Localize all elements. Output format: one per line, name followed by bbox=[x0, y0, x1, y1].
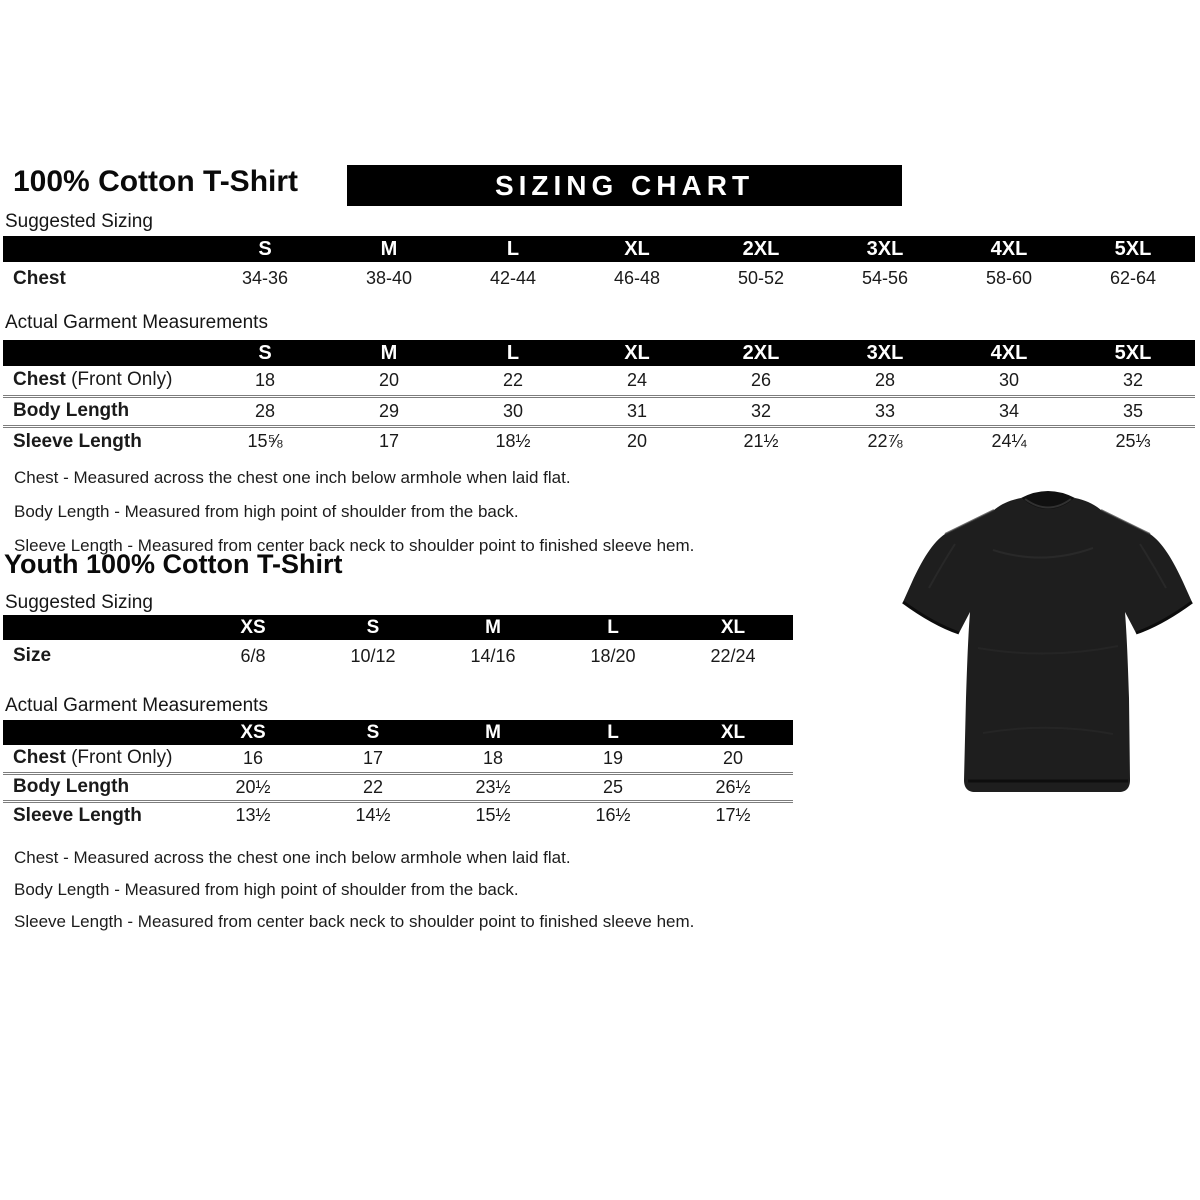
table-header-row bbox=[3, 340, 1195, 366]
value-cell: 16½ bbox=[553, 801, 673, 829]
youth-measurement-notes bbox=[14, 842, 694, 938]
page-title: 100% Cotton T-Shirt bbox=[13, 165, 299, 198]
note-body-length: Body Length - Measured from high point of shoulder from the back. bbox=[14, 880, 519, 899]
value-cell: 25 bbox=[553, 773, 673, 801]
size-header-cell: 5XL bbox=[1071, 236, 1195, 262]
size-header-cell: 3XL bbox=[823, 340, 947, 366]
table-row-sleeve-length bbox=[3, 801, 793, 829]
size-header-cell: 4XL bbox=[947, 340, 1071, 366]
value-cell: 15⅝ bbox=[203, 426, 327, 456]
size-header-cell: XL bbox=[673, 615, 793, 640]
empty-header-cell bbox=[3, 615, 193, 640]
row-label-note: (Front Only) bbox=[65, 747, 173, 769]
size-header-cell: XL bbox=[575, 340, 699, 366]
adult-actual-measurements-table bbox=[3, 340, 1195, 456]
row-label-chest bbox=[3, 745, 193, 773]
value-cell: 21½ bbox=[699, 426, 823, 456]
value-cell: 24 bbox=[626, 369, 648, 390]
size-header-cell: S bbox=[313, 720, 433, 745]
row-label-size: Size bbox=[13, 645, 52, 666]
size-header-cell: M bbox=[433, 615, 553, 640]
value-cell: 16 bbox=[242, 747, 264, 768]
value-cell: 62-64 bbox=[1109, 268, 1157, 288]
value-cell: 15½ bbox=[433, 801, 553, 829]
table-header-row bbox=[3, 236, 1195, 262]
table-row-body-length bbox=[3, 773, 793, 801]
value-cell: 30 bbox=[451, 396, 575, 426]
table-row-body-length bbox=[3, 396, 1195, 426]
youth-actual-measurements-table bbox=[3, 720, 793, 829]
value-cell: 20 bbox=[722, 747, 744, 768]
size-header-cell: S bbox=[313, 615, 433, 640]
value-cell: 10/12 bbox=[350, 645, 396, 666]
value-cell: 46-48 bbox=[613, 268, 661, 288]
value-cell: 38-40 bbox=[365, 268, 413, 288]
size-header-cell: 5XL bbox=[1071, 340, 1195, 366]
value-cell: 32 bbox=[1122, 369, 1144, 390]
row-label-body-length: Body Length bbox=[3, 773, 193, 801]
value-cell: 31 bbox=[575, 396, 699, 426]
size-header-cell: 3XL bbox=[823, 236, 947, 262]
value-cell: 14½ bbox=[313, 801, 433, 829]
adult-suggested-sizing-label: Suggested Sizing bbox=[5, 211, 153, 232]
table-row-chest bbox=[3, 366, 1195, 396]
value-cell: 22⅞ bbox=[823, 426, 947, 456]
value-cell: 22 bbox=[502, 369, 524, 390]
size-header-cell: M bbox=[327, 340, 451, 366]
value-cell: 23½ bbox=[433, 773, 553, 801]
value-cell: 18 bbox=[482, 747, 504, 768]
value-cell: 26½ bbox=[673, 773, 793, 801]
value-cell: 29 bbox=[327, 396, 451, 426]
value-cell: 33 bbox=[823, 396, 947, 426]
value-cell: 28 bbox=[203, 396, 327, 426]
size-header-cell: 2XL bbox=[699, 340, 823, 366]
value-cell: 25⅓ bbox=[1071, 426, 1195, 456]
value-cell: 22/24 bbox=[710, 645, 756, 666]
value-cell: 17 bbox=[327, 426, 451, 456]
size-header-cell: XS bbox=[193, 615, 313, 640]
note-sleeve-length: Sleeve Length - Measured from center back neck to shoulder point to finished sleeve hem. bbox=[14, 912, 695, 931]
value-cell: 20 bbox=[575, 426, 699, 456]
adult-actual-measurements-label: Actual Garment Measurements bbox=[5, 312, 268, 333]
size-header-cell: L bbox=[451, 340, 575, 366]
value-cell: 42-44 bbox=[489, 268, 537, 288]
black-tshirt-image bbox=[878, 478, 1198, 818]
sizing-chart-banner bbox=[347, 165, 902, 206]
value-cell: 14/16 bbox=[470, 645, 516, 666]
youth-section-title: Youth 100% Cotton T-Shirt bbox=[4, 549, 343, 579]
value-cell: 50-52 bbox=[737, 268, 785, 288]
empty-header-cell bbox=[3, 340, 203, 366]
value-cell: 18 bbox=[254, 369, 276, 390]
value-cell: 28 bbox=[874, 369, 896, 390]
value-cell: 32 bbox=[699, 396, 823, 426]
size-header-cell: L bbox=[451, 236, 575, 262]
sizing-chart-banner-label: SIZING CHART bbox=[494, 169, 755, 201]
table-header-row bbox=[3, 720, 793, 745]
size-header-cell: M bbox=[327, 236, 451, 262]
value-cell: 34 bbox=[947, 396, 1071, 426]
size-header-cell: S bbox=[203, 340, 327, 366]
row-label-note: (Front Only) bbox=[65, 369, 173, 391]
value-cell: 13½ bbox=[193, 801, 313, 829]
value-cell: 30 bbox=[998, 369, 1020, 390]
youth-suggested-sizing-label: Suggested Sizing bbox=[5, 592, 153, 613]
value-cell: 19 bbox=[602, 747, 624, 768]
row-label-text: Chest bbox=[13, 747, 66, 769]
value-cell: 17½ bbox=[673, 801, 793, 829]
value-cell: 20½ bbox=[193, 773, 313, 801]
adult-measurement-notes bbox=[14, 461, 694, 563]
note-chest: Chest - Measured across the chest one inch below armhole when laid flat. bbox=[14, 468, 571, 487]
size-header-cell: 2XL bbox=[699, 236, 823, 262]
value-cell: 34-36 bbox=[241, 268, 289, 288]
row-label-chest: Chest bbox=[13, 267, 66, 289]
youth-actual-measurements-label: Actual Garment Measurements bbox=[5, 695, 268, 716]
value-cell: 26 bbox=[750, 369, 772, 390]
row-label-sleeve-length: Sleeve Length bbox=[3, 801, 193, 829]
row-label-sleeve-length: Sleeve Length bbox=[3, 426, 203, 456]
size-header-cell: XS bbox=[193, 720, 313, 745]
table-row bbox=[3, 262, 1195, 295]
value-cell: 18/20 bbox=[590, 645, 636, 666]
table-row-chest bbox=[3, 745, 793, 773]
value-cell: 18½ bbox=[451, 426, 575, 456]
value-cell: 58-60 bbox=[985, 268, 1033, 288]
size-header-cell: M bbox=[433, 720, 553, 745]
row-label-chest bbox=[3, 366, 203, 396]
size-header-cell: 4XL bbox=[947, 236, 1071, 262]
table-header-row bbox=[3, 615, 793, 640]
tshirt-photo bbox=[878, 478, 1198, 818]
note-body-length: Body Length - Measured from high point of shoulder from the back. bbox=[14, 502, 519, 521]
empty-header-cell bbox=[3, 236, 203, 262]
value-cell: 22 bbox=[313, 773, 433, 801]
row-label-text: Chest bbox=[13, 369, 66, 391]
size-header-cell: L bbox=[553, 615, 673, 640]
value-cell: 20 bbox=[378, 369, 400, 390]
value-cell: 24¼ bbox=[947, 426, 1071, 456]
value-cell: 6/8 bbox=[240, 645, 266, 666]
row-label-body-length: Body Length bbox=[3, 396, 203, 426]
value-cell: 35 bbox=[1071, 396, 1195, 426]
youth-suggested-sizing-table bbox=[3, 615, 793, 672]
note-sleeve-length: Sleeve Length - Measured from center back neck to shoulder point to finished sleeve hem. bbox=[14, 536, 695, 555]
size-header-cell: S bbox=[203, 236, 327, 262]
note-chest: Chest - Measured across the chest one inch below armhole when laid flat. bbox=[14, 848, 571, 867]
table-row-size bbox=[3, 640, 793, 672]
empty-header-cell bbox=[3, 720, 193, 745]
size-header-cell: XL bbox=[673, 720, 793, 745]
size-header-cell: L bbox=[553, 720, 673, 745]
size-header-cell: XL bbox=[575, 236, 699, 262]
value-cell: 54-56 bbox=[861, 268, 909, 288]
value-cell: 17 bbox=[362, 747, 384, 768]
table-row-sleeve-length bbox=[3, 426, 1195, 456]
adult-suggested-sizing-table bbox=[3, 236, 1195, 295]
